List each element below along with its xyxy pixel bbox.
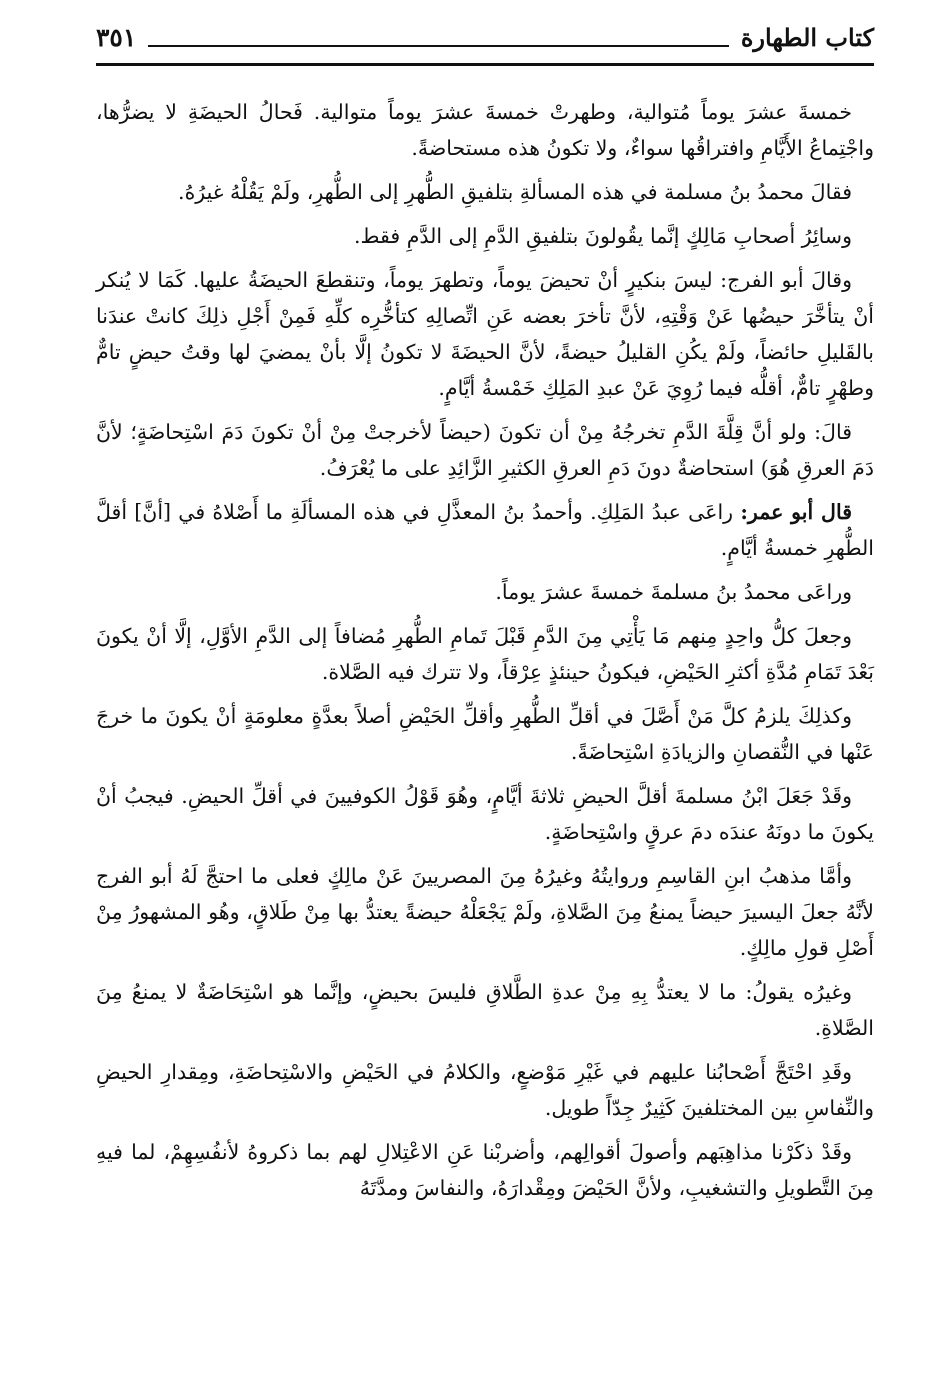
- paragraph: وقَدِ احْتَجَّ أَصْحابُنا عليهم في غَيْرِ مَوْضعٍ، والكلامُ في الحَيْضِ والاسْتِحاضَةِ، ومِقدارِ الحيضِ والنِّفاسِ بين المختلفينَ كَثِيرٌ جِدّاً طويل.: [96, 1060, 874, 1120]
- paragraph: وجعلَ كلُّ واحِدٍ مِنهم مَا يَأْتِي مِنَ الدَّمِ قَبْلَ تَمامِ الطُّهرِ مُضافاً إلى الدَّمِ الأوَّلِ، إلَّا أنْ يكونَ بَعْدَ تَمَامِ مُدَّةِ أكثرِ الحَيْضِ، فيكونُ حينئذٍ عِرْقاً، ولا تترك فيه الصَّلاة.: [96, 624, 874, 684]
- paragraph: وغيرُه يقولُ: ما لا يعتدُّ بِهِ مِنْ عدةِ الطَّلاقِ فليسَ بحيضٍ، وإنَّما هو اسْتِحَاضَةٌ لا يمنعُ مِنَ الصَّلاةِ.: [96, 980, 874, 1040]
- paragraph: وقَدْ ذكَرْنا مذاهِبَهم وأصولَ أقوالِهم، وأضربْنا عَنِ الاعْتِلالِ لهم بما ذكروهُ لأنفُسِهِمْ، لما فيهِ مِنَ التَّطويلِ والتشغيبِ، ولأنَّ الحَيْضَ ومِقْدارَهُ، والنفاسَ ومدَّتَهُ: [96, 1140, 874, 1200]
- paragraph: خمسةَ عشرَ يوماً مُتوالية، وطهرتْ خمسةَ عشرَ يوماً متوالية. فَحالُ الحيضَةِ لا يضرُّها، واجْتِماعُ الأَيَّامِ وافتراقُها سواءٌ، ولا تكونُ هذه مستحاضةً.: [96, 100, 874, 160]
- header-line: [148, 45, 729, 47]
- paragraph: وراعَى محمدُ بنُ مسلمةَ خمسةَ عشرَ يوماً.: [495, 580, 852, 604]
- speaker-label: قال أبو عمر:: [740, 500, 852, 524]
- header-rule: [96, 63, 874, 66]
- paragraph: وسائِرُ أصحابِ مَالِكٍ إنَّما يقُولونَ بتلفيقِ الدَّمِ إلى الدَّمِ فقط.: [354, 224, 852, 248]
- paragraph: وكذلِكَ يلزمُ كلَّ مَنْ أَصَّلَ في أقلِّ الطُّهرِ وأقلِّ الحَيْضِ أصلاً بعدَّةٍ معلومَةٍ أنْ يكونَ ما خرجَ عَنْها في النُّقصانِ والزيادَةِ اسْتِحاضَةً.: [96, 704, 874, 764]
- page-header: [96, 22, 874, 54]
- paragraph: وقالَ أبو الفرج: ليسَ بنكيرٍ أنْ تحيضَ يوماً، وتطهرَ يوماً، وتنقطعَ الحيضَةُ عليها. كَمَا لا يُنكر أنْ يتأخَّرَ حيضُها عَنْ وَقْتِهِ، لأنَّ تأخرَ بعضه عَنِ اتِّصالِهِ كتأخُّرِه كلِّهِ فَمِنْ أَجْلِ ذلِكَ كانتْ عندَنا بالقَليلِ حائضاً، ولَمْ يكُنِ القليلُ حيضةً، لأنَّ الحيضَةَ لا تكونُ إلَّا بأنْ يمضيَ لها وقتُ حيضٍ تامٌّ وطهْرٍ تامٌّ، أقلُّه فيما رُوِيَ عَنْ عبدِ المَلِكِ خَمْسةُ أيَّامٍ.: [96, 268, 874, 400]
- paragraph: وقَدْ جَعَلَ ابْنُ مسلمةَ أقلَّ الحيضِ ثلاثةَ أيَّامٍ، وهُوَ قَوْلُ الكوفيينَ في أقلِّ الحيضِ. فيجبُ أنْ يكونَ ما دونَهُ عندَه دمَ عرقٍ واسْتِحاضَةٍ.: [96, 784, 874, 844]
- main-text: [96, 94, 874, 1214]
- running-title: كتاب الطهارة: [740, 23, 874, 52]
- paragraph: وأمَّا مذهبُ ابنِ القاسِمِ وروايتُهُ وغيرُهُ مِنَ المصريينَ عَنْ مالِكٍ فعلى ما احتجَّ لَهُ أبو الفرج لأنَّهُ جعلَ اليسيرَ حيضاً يمنعُ مِنَ الصَّلاةِ، ولَمْ يَجْعَلْهُ حيضةً يعتدُّ بها مِنْ طَلاقٍ، وهُو المشهورُ مِنْ أَصْلِ قولِ مالِكٍ.: [96, 864, 874, 960]
- paragraph: قال أبو عمر: راعَى عبدُ المَلِكِ. وأحمدُ بنُ المعذَّلِ في هذه المسألَةِ ما أَصْلاهُ في [أنَّ] أقلَّ الطُّهرِ خمسةُ أيَّامٍ.: [96, 500, 874, 560]
- page-number: ٣٥١: [96, 23, 137, 52]
- paragraph: فقالَ محمدُ بنُ مسلمة في هذه المسألةِ بتلفيقِ الطُّهرِ إلى الطُّهرِ، ولَمْ يَقُلْهُ غيرُهُ.: [178, 180, 852, 204]
- paragraph: قالَ: ولو أنَّ قِلَّةَ الدَّمِ تخرجُهُ مِنْ أن تكونَ (حيضاً لأخرجتْ مِنْ أنْ تكونَ دَمَ اسْتِحاضَةٍ؛ لأنَّ دَمَ العرقِ هُوَ) استحاضةٌ دونَ دَمِ العرقِ الكثيرِ الزَّائِدِ على ما يُعْرَفُ.: [96, 420, 874, 480]
